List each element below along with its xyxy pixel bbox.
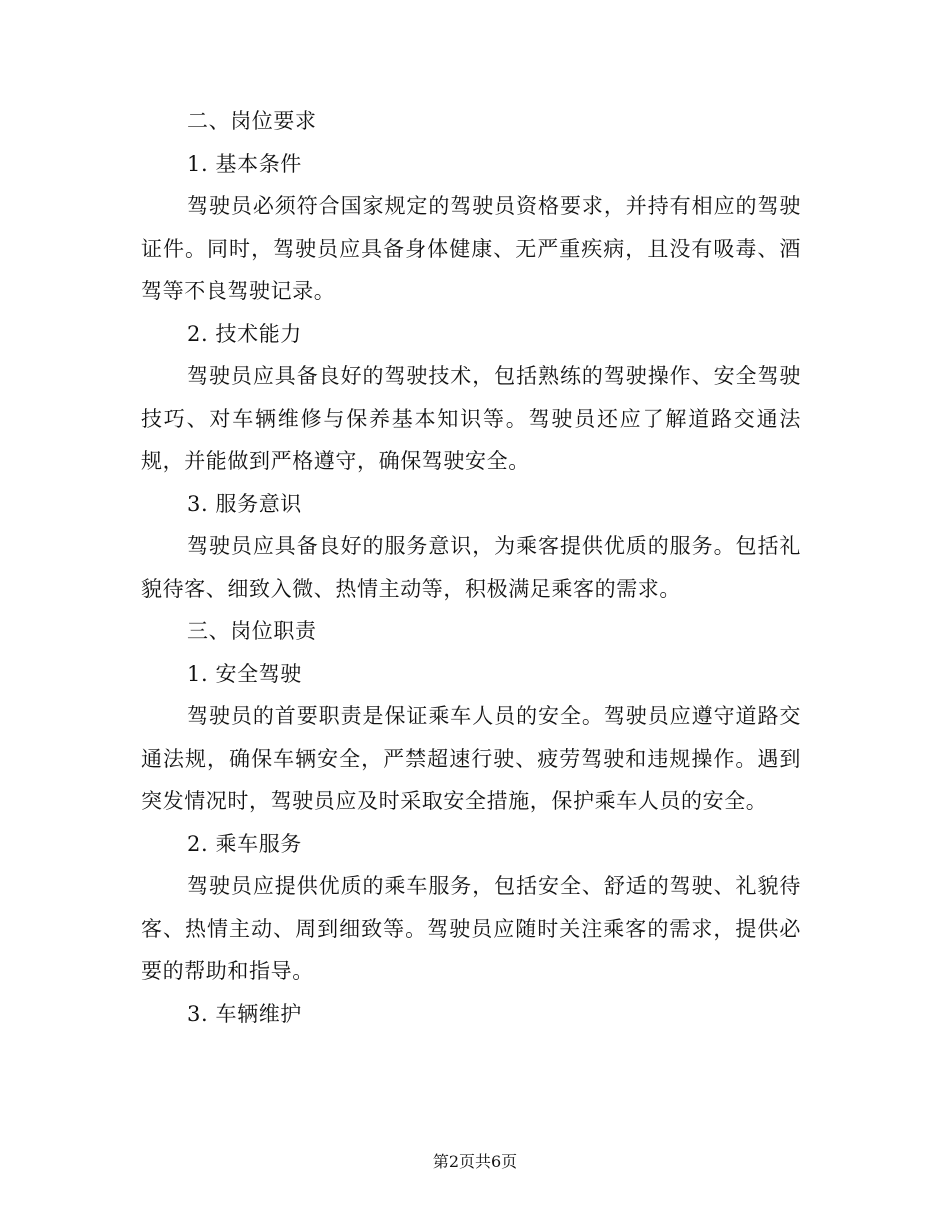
paragraph-safe-driving: 驾驶员的首要职责是保证乘车人员的安全。驾驶员应遵守道路交通法规，确保车辆安全，严禁超速行驶、疲劳驾驶和违规操作。遇到突发情况时，驾驶员应及时采取安全措施，保护乘车人员的安全。 [141,704,801,813]
paragraph-ride-service: 驾驶员应提供优质的乘车服务，包括安全、舒适的驾驶、礼貌待客、热情主动、周到细致等。驾驶员应随时关注乘客的需求，提供必要的帮助和指导。 [141,874,801,983]
paragraph-basic-conditions: 驾驶员必须符合国家规定的驾驶员资格要求，并持有相应的驾驶证件。同时，驾驶员应具备身体健康、无严重疾病，且没有吸毒、酒驾等不良驾驶记录。 [141,194,801,303]
paragraph-technical-ability: 驾驶员应具备良好的驾驶技术，包括熟练的驾驶操作、安全驾驶技巧、对车辆维修与保养基本知识等。驾驶员还应了解道路交通法规，并能做到严格遵守，确保驾驶安全。 [141,364,801,473]
subheading-vehicle-maintenance: 3. 车辆维护 [187,1001,302,1026]
subheading-ride-service: 2. 乘车服务 [187,831,302,856]
document-body [141,100,801,1035]
paragraph-service-awareness: 驾驶员应具备良好的服务意识，为乘客提供优质的服务。包括礼貌待客、细致入微、热情主动等，积极满足乘客的需求。 [141,534,801,601]
section-heading-duties: 三、岗位职责 [187,619,317,643]
subheading-technical-ability: 2. 技术能力 [187,321,302,346]
subheading-service-awareness: 3. 服务意识 [187,491,302,516]
section-heading-requirements: 二、岗位要求 [187,109,317,133]
page-number: 第2页共6页 [432,1152,518,1171]
subheading-safe-driving: 1. 安全驾驶 [187,661,302,686]
subheading-basic-conditions: 1. 基本条件 [187,151,302,176]
